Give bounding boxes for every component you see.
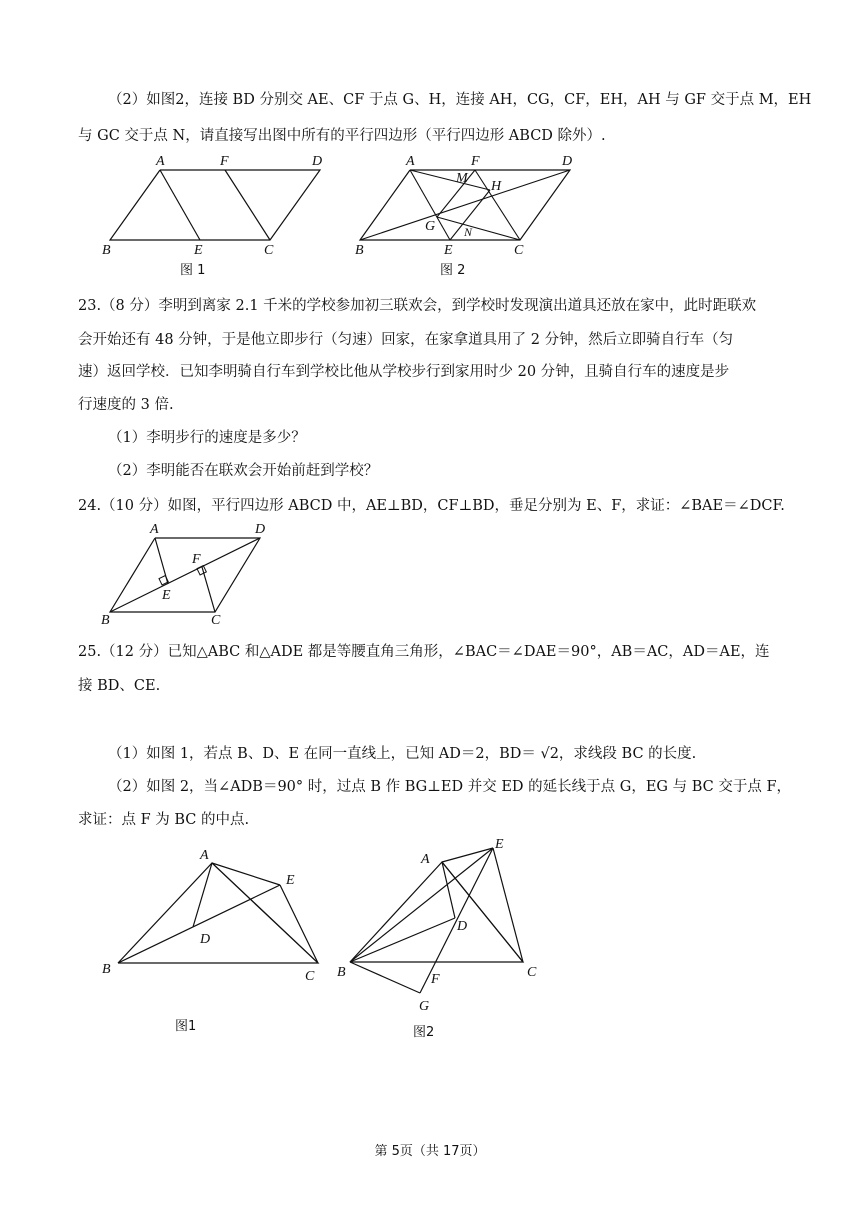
q25-fig2-label-D: D xyxy=(457,919,468,934)
q25-fig1-label-E: E xyxy=(286,873,295,888)
q22-fig2-label-M: M xyxy=(456,171,468,186)
q22-fig2-label-G: G xyxy=(425,219,436,234)
q25-part2-line1: （2）如图 2，当∠ADB＝90° 时，过点 B 作 BG⊥ED 并交 ED 的延长线于点 G，EG 与 BC 交于点 F， xyxy=(108,779,792,795)
q22-fig2-label-F: F xyxy=(471,154,480,169)
page-footer: 第 5页（共 17页） xyxy=(374,1144,486,1159)
q25-fig2-label-A: A xyxy=(421,852,430,867)
q22-figure-2 xyxy=(355,150,585,280)
q22-fig1-label-D: D xyxy=(312,154,323,169)
q25-line1: 25.（12 分）已知△ABC 和△ADE 都是等腰直角三角形，∠BAC＝∠DAE＝90°，AB＝AC，AD＝AE，连 xyxy=(78,644,770,660)
q24-fig-label-E: E xyxy=(162,588,171,603)
q22-fig2-label-N: N xyxy=(464,225,473,239)
q22-fig1-caption: 图 1 xyxy=(180,263,206,278)
q22-fig1-label-B: B xyxy=(102,243,111,258)
q25-fig1-label-A: A xyxy=(200,848,209,863)
q22-fig1-label-F: F xyxy=(220,154,229,169)
q25-fig1-label-C: C xyxy=(305,969,315,984)
q22-fig2-label-D: D xyxy=(562,154,573,169)
q25-fig2-label-B: B xyxy=(337,965,346,980)
q25-fig2-label-C: C xyxy=(527,965,537,980)
q25-figure-2 xyxy=(335,830,555,1045)
q22-fig2-label-A: A xyxy=(406,154,415,169)
q22-fig2-caption: 图 2 xyxy=(440,263,466,278)
q22-fig2-label-E: E xyxy=(444,243,453,258)
q25-fig1-caption: 图1 xyxy=(175,1019,197,1034)
q24-fig-label-F: F xyxy=(192,552,201,567)
q24-fig-label-C: C xyxy=(211,613,221,628)
q25-line2: 接 BD、CE. xyxy=(78,678,161,694)
q24-figure xyxy=(95,520,285,630)
q22-figure-1 xyxy=(100,150,340,280)
q25-fig1-label-D: D xyxy=(200,932,211,947)
q25-fig2-label-E: E xyxy=(495,837,504,852)
q23-line4: 行速度的 3 倍. xyxy=(78,397,174,413)
q23-part2: （2）李明能否在联欢会开始前赶到学校？ xyxy=(108,463,379,479)
q22-part2-line1: （2）如图2，连接 BD 分别交 AE、CF 于点 G、H，连接 AH，CG，CF，EH，AH 与 GF 交于点 M，EH xyxy=(108,92,812,108)
q23-line2: 会开始还有 48 分钟，于是他立即步行（匀速）回家，在家拿道具用了 2 分钟，然后立即骑自行车（匀 xyxy=(78,332,734,348)
q22-fig1-label-A: A xyxy=(156,154,165,169)
q22-fig2-label-C: C xyxy=(514,243,524,258)
q25-fig1-label-B: B xyxy=(102,962,111,977)
q24-fig-label-A: A xyxy=(150,522,159,537)
q23-line3: 速）返回学校．已知李明骑自行车到学校比他从学校步行到家用时少 20 分钟，且骑自行车的速度是步 xyxy=(78,364,730,380)
q24-fig-label-D: D xyxy=(255,522,266,537)
q23-line1: 23.（8 分）李明到离家 2.1 千米的学校参加初三联欢会，到学校时发现演出道具还放在家中，此时距联欢 xyxy=(78,298,757,314)
q25-fig2-caption: 图2 xyxy=(413,1025,435,1040)
q25-figure-1 xyxy=(100,845,330,1045)
q25-fig2-label-F: F xyxy=(431,972,440,987)
q24-line1: 24.（10 分）如图，平行四边形 ABCD 中，AE⊥BD，CF⊥BD，垂足分别为 E、F，求证：∠BAE＝∠DCF. xyxy=(78,498,785,514)
q25-part2-line2: 求证：点 F 为 BC 的中点. xyxy=(78,812,250,828)
q22-part2-line2: 与 GC 交于点 N，请直接写出图中所有的平行四边形（平行四边形 ABCD 除外）. xyxy=(78,128,606,144)
q23-part1: （1）李明步行的速度是多少？ xyxy=(108,430,306,446)
q22-fig2-label-B: B xyxy=(355,243,364,258)
q24-fig-label-B: B xyxy=(101,613,110,628)
q25-fig2-label-G: G xyxy=(419,999,430,1014)
q25-part1: （1）如图 1，若点 B、D、E 在同一直线上，已知 AD＝2，BD＝ √2，求线段 BC 的长度. xyxy=(108,746,697,762)
q22-fig1-label-E: E xyxy=(194,243,203,258)
q22-fig2-label-H: H xyxy=(491,179,502,194)
q22-fig1-label-C: C xyxy=(264,243,274,258)
